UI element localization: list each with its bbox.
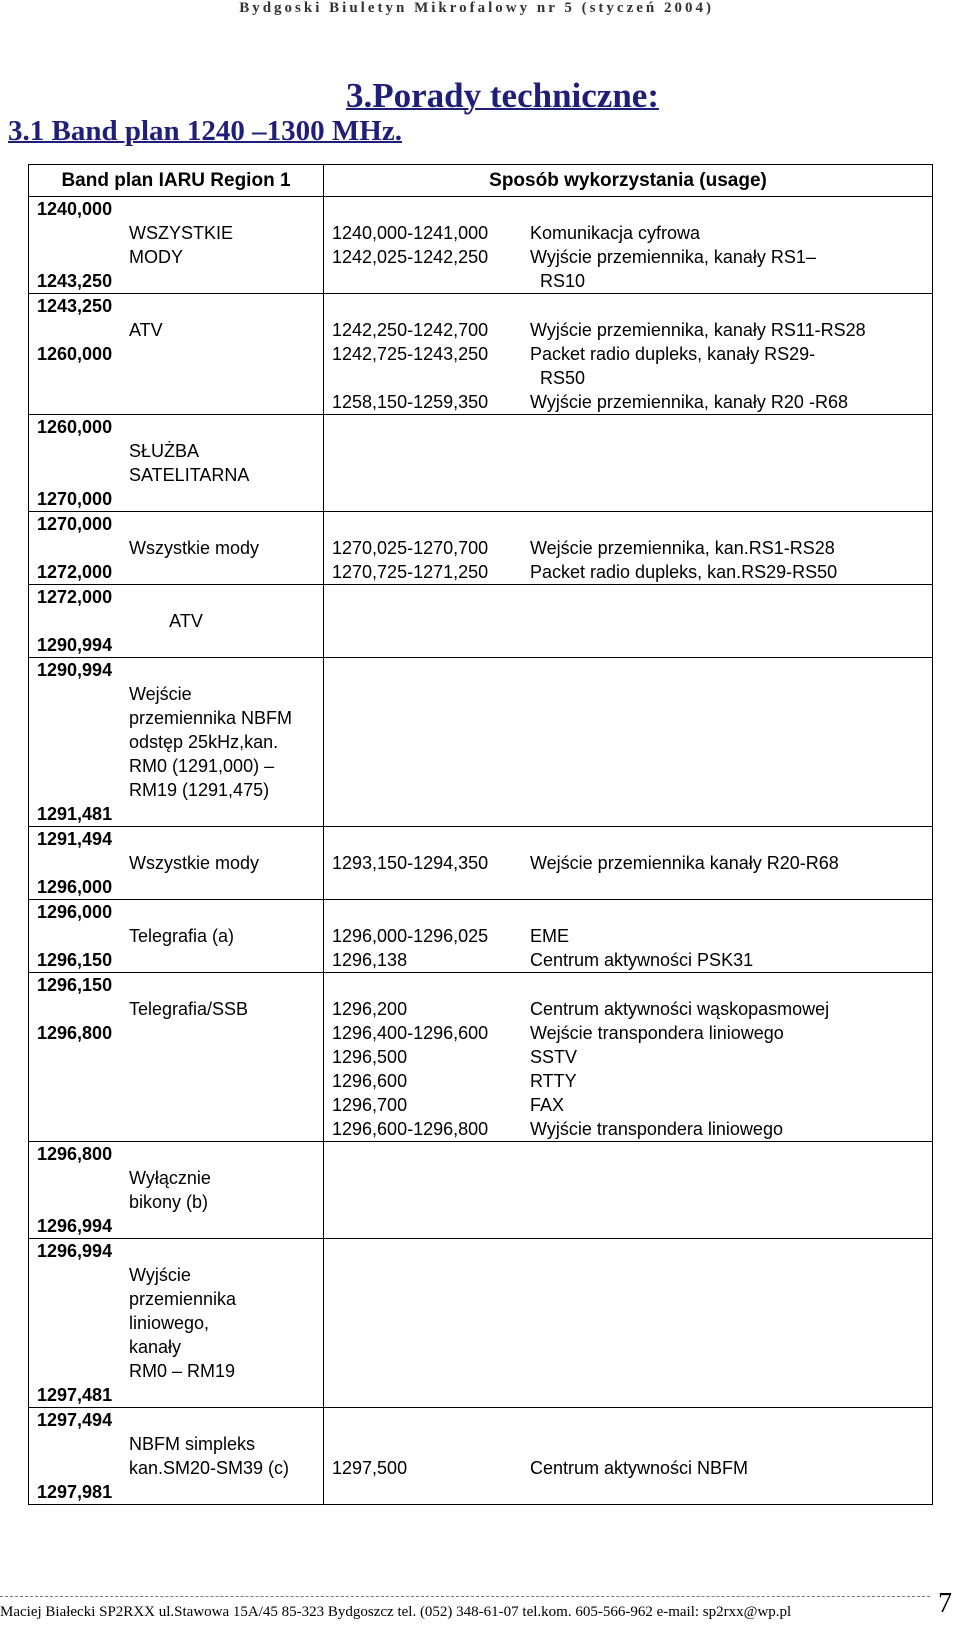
- usage-frequency-range: 1293,150-1294,350: [332, 853, 489, 873]
- band-start-freq: 1240,000: [37, 199, 113, 219]
- band-mode-label: Wyjście: [129, 1265, 191, 1285]
- usage-entry: [324, 997, 932, 1021]
- band-mode-label: Telegrafia/SSB: [129, 999, 249, 1019]
- usage-frequency-range: [332, 269, 530, 293]
- usage-description: FAX: [530, 1095, 565, 1115]
- band-mode-label: przemiennika: [129, 1289, 237, 1309]
- band-cell: [29, 973, 324, 1142]
- usage-description: Packet radio dupleks, kan.RS29-RS50: [530, 562, 838, 582]
- table-row: [29, 197, 933, 294]
- band-cell: [29, 294, 324, 415]
- usage-frequency-range: 1242,025-1242,250: [332, 247, 489, 267]
- subsection-heading: 3.1 Band plan 1240 –1300 MHz.: [8, 115, 402, 147]
- usage-entry: [324, 245, 932, 269]
- usage-entry: [324, 560, 932, 584]
- band-end-freq: 1296,994: [37, 1216, 113, 1236]
- band-cell: [29, 512, 324, 585]
- usage-entry: [324, 948, 932, 972]
- band-start-freq: 1260,000: [37, 417, 113, 437]
- band-cell: [29, 827, 324, 900]
- usage-cell: [324, 294, 933, 415]
- table-row: [29, 658, 933, 827]
- band-cell: [29, 658, 324, 827]
- band-end-freq: 1243,250: [37, 271, 113, 291]
- usage-spacer: [324, 294, 932, 318]
- usage-entry: [324, 1045, 932, 1069]
- usage-spacer: [324, 197, 932, 221]
- band-mode-label: MODY: [129, 247, 183, 267]
- table-row: [29, 294, 933, 415]
- usage-frequency-range: 1242,725-1243,250: [332, 344, 489, 364]
- table-row: [29, 827, 933, 900]
- band-start-freq: 1243,250: [37, 296, 113, 316]
- usage-entry: [324, 1117, 932, 1141]
- section-heading: 3.Porady techniczne:: [346, 76, 659, 115]
- band-end-freq: 1296,000: [37, 877, 113, 897]
- usage-cell: [324, 512, 933, 585]
- bulletin-title: Bydgoski Biuletyn Mikrofalowy nr 5 (styczeń 2004): [239, 0, 714, 16]
- usage-description: RS10: [540, 271, 586, 291]
- band-end-freq: 1296,150: [37, 950, 113, 970]
- band-cell: [29, 1408, 324, 1505]
- band-start-freq: 1297,494: [37, 1410, 113, 1430]
- usage-entry: [324, 390, 932, 414]
- band-start-freq: 1270,000: [37, 514, 113, 534]
- band-end-freq: 1290,994: [37, 635, 113, 655]
- usage-entry: [324, 924, 932, 948]
- band-end-freq: 1297,481: [37, 1385, 113, 1405]
- band-mode-label: Telegrafia (a): [129, 926, 235, 946]
- band-mode-label: WSZYSTKIE: [129, 223, 234, 243]
- usage-cell: [324, 585, 933, 658]
- usage-frequency-range: 1270,025-1270,700: [332, 538, 489, 558]
- band-mode-label: RM0 – RM19: [129, 1361, 236, 1381]
- usage-spacer: [324, 827, 932, 851]
- usage-entry: [324, 269, 932, 293]
- band-mode-label: liniowego,: [129, 1313, 210, 1333]
- band-mode-label: kanały: [129, 1337, 182, 1357]
- usage-frequency-range: 1296,400-1296,600: [332, 1023, 489, 1043]
- usage-description: Wyjście przemiennika, kanały RS1–: [530, 247, 816, 267]
- usage-description: Wyjście transpondera liniowego: [530, 1119, 783, 1139]
- usage-entry: [324, 318, 932, 342]
- band-end-freq: 1272,000: [37, 562, 113, 582]
- usage-cell: [324, 973, 933, 1142]
- table-row: [29, 1239, 933, 1408]
- usage-description: Centrum aktywności NBFM: [530, 1458, 749, 1478]
- table-row: [29, 585, 933, 658]
- band-start-freq: 1296,150: [37, 975, 113, 995]
- usage-description: RTTY: [530, 1071, 577, 1091]
- band-cell: [29, 415, 324, 512]
- usage-cell: [324, 900, 933, 973]
- band-mode-label: bikony (b): [129, 1192, 209, 1212]
- usage-frequency-range: [332, 366, 530, 390]
- usage-description: SSTV: [530, 1047, 578, 1067]
- table-row: [29, 900, 933, 973]
- usage-description: RS50: [540, 368, 586, 388]
- usage-description: EME: [530, 926, 570, 946]
- band-end-freq: 1270,000: [37, 489, 113, 509]
- band-mode-label: Wyłącznie: [129, 1168, 211, 1188]
- band-rows: [29, 197, 933, 1505]
- usage-entry: [324, 851, 932, 875]
- band-mode-label: Wszystkie mody: [129, 853, 260, 873]
- footer-divider: [0, 1596, 930, 1597]
- usage-frequency-range: 1258,150-1259,350: [332, 392, 489, 412]
- usage-entry: [324, 1021, 932, 1045]
- usage-description: Komunikacja cyfrowa: [530, 223, 701, 243]
- band-cell: [29, 900, 324, 973]
- band-end-freq: 1296,800: [37, 1023, 113, 1043]
- usage-description: Wejście przemiennika, kan.RS1-RS28: [530, 538, 835, 558]
- usage-frequency-range: 1296,200: [332, 999, 408, 1019]
- band-cell: [29, 1239, 324, 1408]
- band-end-freq: 1260,000: [37, 344, 113, 364]
- band-start-freq: 1296,000: [37, 902, 113, 922]
- band-end-freq: 1297,981: [37, 1482, 113, 1502]
- usage-frequency-range: 1296,138: [332, 950, 408, 970]
- band-start-freq: 1296,800: [37, 1144, 113, 1164]
- usage-description: Centrum aktywności wąskopasmowej: [530, 999, 830, 1019]
- band-start-freq: 1296,994: [37, 1241, 113, 1261]
- usage-entry: [324, 1093, 932, 1117]
- usage-cell: [324, 658, 933, 827]
- header-usage: Sposób wykorzystania (usage): [324, 165, 933, 197]
- usage-frequency-range: 1296,500: [332, 1047, 408, 1067]
- usage-entry: [324, 221, 932, 245]
- usage-spacer: [324, 973, 932, 997]
- usage-entry: [324, 1069, 932, 1093]
- band-mode-label: RM19 (1291,475): [129, 780, 270, 800]
- table-row: [29, 973, 933, 1142]
- band-mode-label: ATV: [169, 611, 203, 631]
- band-start-freq: 1291,494: [37, 829, 113, 849]
- band-cell: [29, 1142, 324, 1239]
- usage-entry: [324, 1456, 932, 1480]
- table-row: [29, 1408, 933, 1505]
- usage-frequency-range: 1296,600: [332, 1071, 408, 1091]
- band-mode-label: SATELITARNA: [129, 465, 250, 485]
- page-number: 7: [938, 1588, 952, 1619]
- usage-frequency-range: 1240,000-1241,000: [332, 223, 489, 243]
- usage-entry: [324, 366, 932, 390]
- table-row: [29, 415, 933, 512]
- table-row: [29, 512, 933, 585]
- usage-cell: [324, 197, 933, 294]
- usage-frequency-range: 1270,725-1271,250: [332, 562, 489, 582]
- footer-contact: Maciej Białecki SP2RXX ul.Stawowa 15A/45 85-323 Bydgoszcz tel. (052) 348-61-07 tel.kom. 605-566-962 e-mail: sp2rxx@wp.pl: [0, 1604, 792, 1620]
- usage-frequency-range: 1296,700: [332, 1095, 408, 1115]
- usage-frequency-range: 1242,250-1242,700: [332, 320, 489, 340]
- usage-description: Wyjście przemiennika, kanały R20 -R68: [530, 392, 848, 412]
- table-header-row: [29, 165, 933, 197]
- usage-spacer: [324, 1432, 932, 1456]
- usage-entry: [324, 342, 932, 366]
- usage-description: Packet radio dupleks, kanały RS29-: [530, 344, 816, 364]
- band-mode-label: kan.SM20-SM39 (c): [129, 1458, 290, 1478]
- usage-frequency-range: 1296,000-1296,025: [332, 926, 489, 946]
- usage-description: Centrum aktywności PSK31: [530, 950, 754, 970]
- usage-entry: [324, 536, 932, 560]
- band-mode-label: RM0 (1291,000) –: [129, 756, 275, 776]
- band-mode-label: odstęp 25kHz,kan.: [129, 732, 279, 752]
- band-cell: [29, 197, 324, 294]
- band-mode-label: przemiennika NBFM: [129, 708, 293, 728]
- band-mode-label: Wszystkie mody: [129, 538, 260, 558]
- band-start-freq: 1272,000: [37, 587, 113, 607]
- usage-cell: [324, 415, 933, 512]
- band-plan-table: [28, 164, 933, 1505]
- usage-cell: [324, 1408, 933, 1505]
- header-band-plan: Band plan IARU Region 1: [29, 165, 324, 197]
- usage-cell: [324, 1239, 933, 1408]
- band-cell: [29, 585, 324, 658]
- usage-frequency-range: 1297,500: [332, 1458, 408, 1478]
- usage-cell: [324, 1142, 933, 1239]
- band-mode-label: Wejście: [129, 684, 192, 704]
- band-mode-label: ATV: [129, 320, 163, 340]
- table-row: [29, 1142, 933, 1239]
- usage-spacer: [324, 512, 932, 536]
- usage-cell: [324, 827, 933, 900]
- usage-spacer: [324, 1408, 932, 1432]
- band-start-freq: 1290,994: [37, 660, 113, 680]
- usage-description: Wyjście przemiennika, kanały RS11-RS28: [530, 320, 866, 340]
- usage-frequency-range: 1296,600-1296,800: [332, 1119, 489, 1139]
- usage-spacer: [324, 900, 932, 924]
- usage-description: Wejście przemiennika kanały R20-R68: [530, 853, 839, 873]
- band-mode-label: NBFM simpleks: [129, 1434, 256, 1454]
- usage-description: Wejście transpondera liniowego: [530, 1023, 784, 1043]
- band-mode-label: SŁUŻBA: [129, 441, 200, 461]
- band-end-freq: 1291,481: [37, 804, 113, 824]
